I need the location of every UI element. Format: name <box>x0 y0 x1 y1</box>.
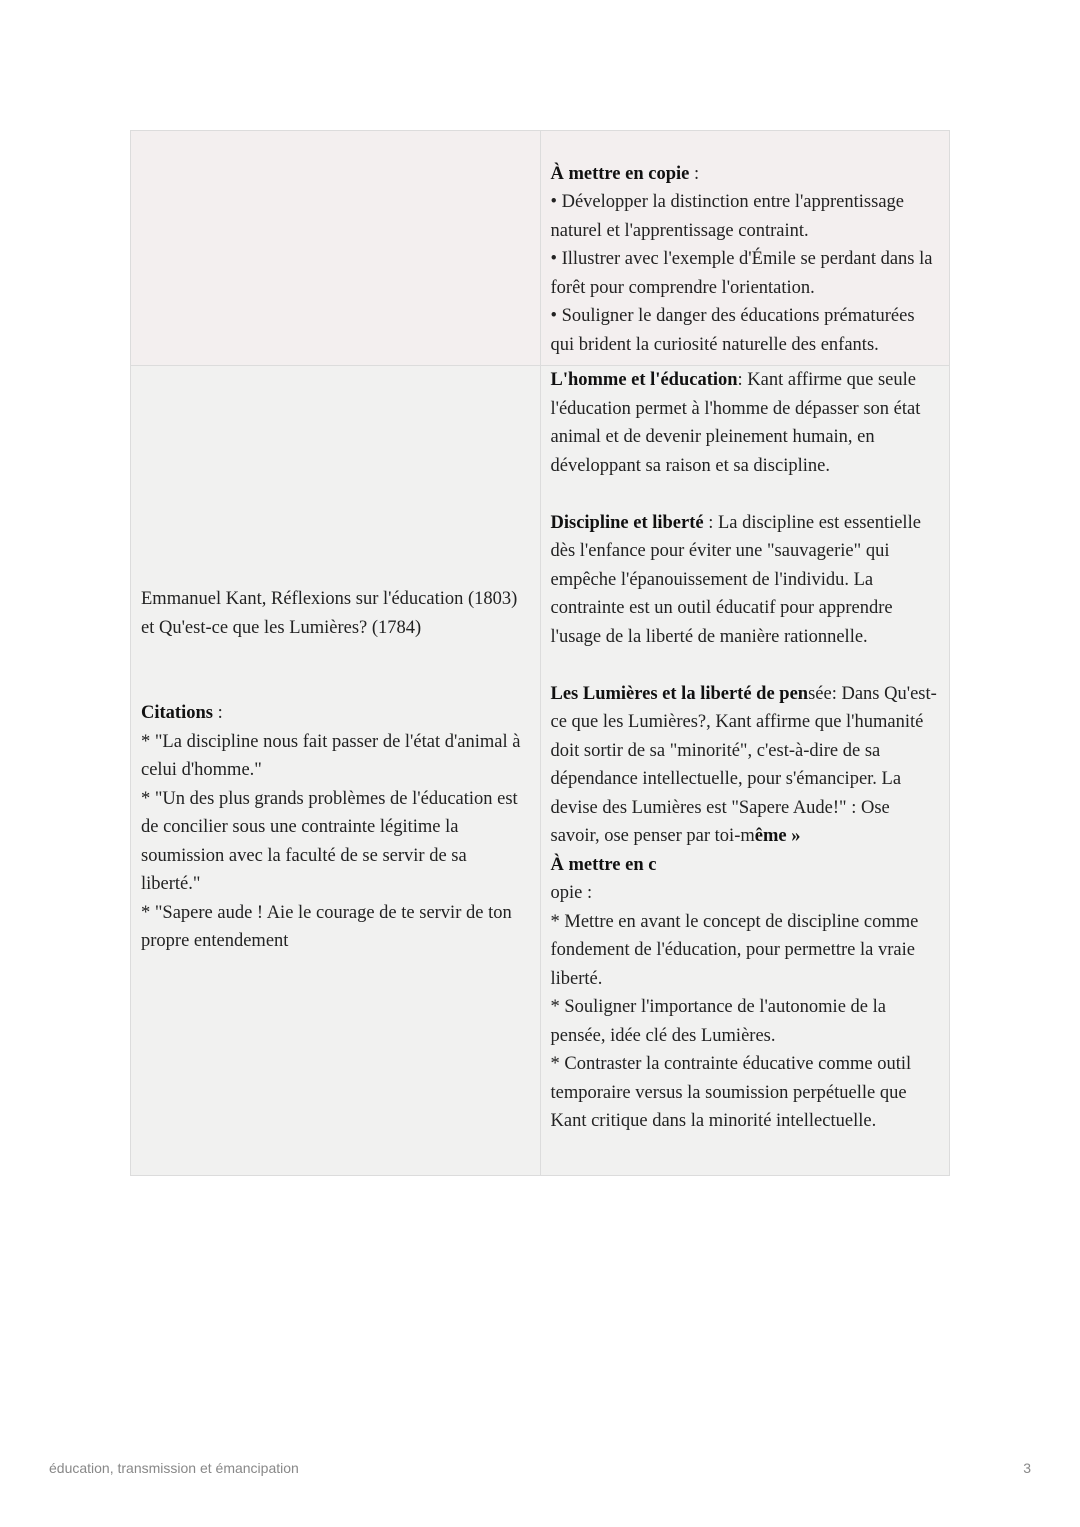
list-item: * Contraster la contrainte éducative comme outil temporaire versus la soumission perpétuelle que Kant critique dans la minorité intellectuelle. <box>550 1054 912 1131</box>
reference-text: Emmanuel Kant, Réflexions sur l'éducation (1803) et Qu'est-ce que les Lumières? (1784) <box>141 589 518 638</box>
copy-heading-colon: : <box>689 163 700 184</box>
paragraph-text-bold: ême » <box>754 826 801 846</box>
table-cell-copy-notes <box>540 131 950 366</box>
list-item: * Mettre en avant le concept de discipline comme fondement de l'éducation, pour permettre la vraie liberté. <box>550 911 919 989</box>
table-row <box>131 366 950 1176</box>
citation: * "Sapere aude ! Aie le courage de te servir de ton propre entendement <box>141 902 512 952</box>
paragraph-text: : La discipline est essentielle dès l'enfance pour éviter une "sauvagerie" qui empêche l'épanouissement de l'individu. La contrainte est un outil éducatif pour apprendre l'usage de la liberté de manière rationnelle. <box>550 512 921 647</box>
table-cell-empty <box>131 131 541 366</box>
citations-heading: Citations <box>141 703 213 724</box>
copy-heading-rest: opie : <box>550 883 593 903</box>
paragraph-text: : Kant affirme que seule l'éducation permet à l'homme de dépasser son état animal et de devenir pleinement humain, en développant sa raison et sa discipline. <box>550 370 921 476</box>
list-item: • Développer la distinction entre l'apprentissage naturel et l'apprentissage contraint. <box>550 192 904 241</box>
paragraph-text: sée: Dans Qu'est-ce que les Lumières?, Kant affirme que l'humanité doit sortir de sa "minorité", c'est-à-dire de sa dépendance intellectuelle, pour s'émanciper. La devise des Lumières est "Sapere Aude!" : Ose savoir, ose penser par toi-m <box>550 683 937 846</box>
paragraph-homme-education <box>551 366 940 480</box>
citation: * "Un des plus grands problèmes de l'éducation est de concilier sous une contrainte légitime la soumission avec la faculté de se servir de sa liberté." <box>141 788 518 895</box>
copy-heading: À mettre en c <box>550 854 657 875</box>
table-cell-analysis <box>540 366 950 1176</box>
citations-colon: : <box>212 703 223 724</box>
citation: * "La discipline nous fait passer de l'état d'animal à celui d'homme." <box>141 731 521 781</box>
footer-title: éducation, transmission et émancipation <box>49 1460 299 1476</box>
paragraph-discipline-liberte <box>551 509 940 652</box>
list-item: • Illustrer avec l'exemple d'Émile se perdant dans la forêt pour comprendre l'orientation. <box>550 249 933 298</box>
page-number: 3 <box>1023 1460 1031 1476</box>
table-cell-reference <box>131 366 541 1176</box>
content-table <box>130 130 950 1176</box>
list-item: * Souligner l'importance de l'autonomie de la pensée, idée clé des Lumières. <box>550 997 886 1046</box>
copy-heading: À mettre en copie <box>550 163 690 184</box>
paragraph-title: L'homme et l'éducation <box>550 370 738 390</box>
paragraph-title: Discipline et liberté <box>550 512 704 533</box>
table-row <box>131 131 950 366</box>
paragraph-title: Les Lumières et la liberté de pen <box>550 683 809 704</box>
list-item: • Souligner le danger des éducations prématurées qui brident la curiosité naturelle des enfants. <box>550 306 915 355</box>
paragraph-lumieres <box>551 680 940 851</box>
